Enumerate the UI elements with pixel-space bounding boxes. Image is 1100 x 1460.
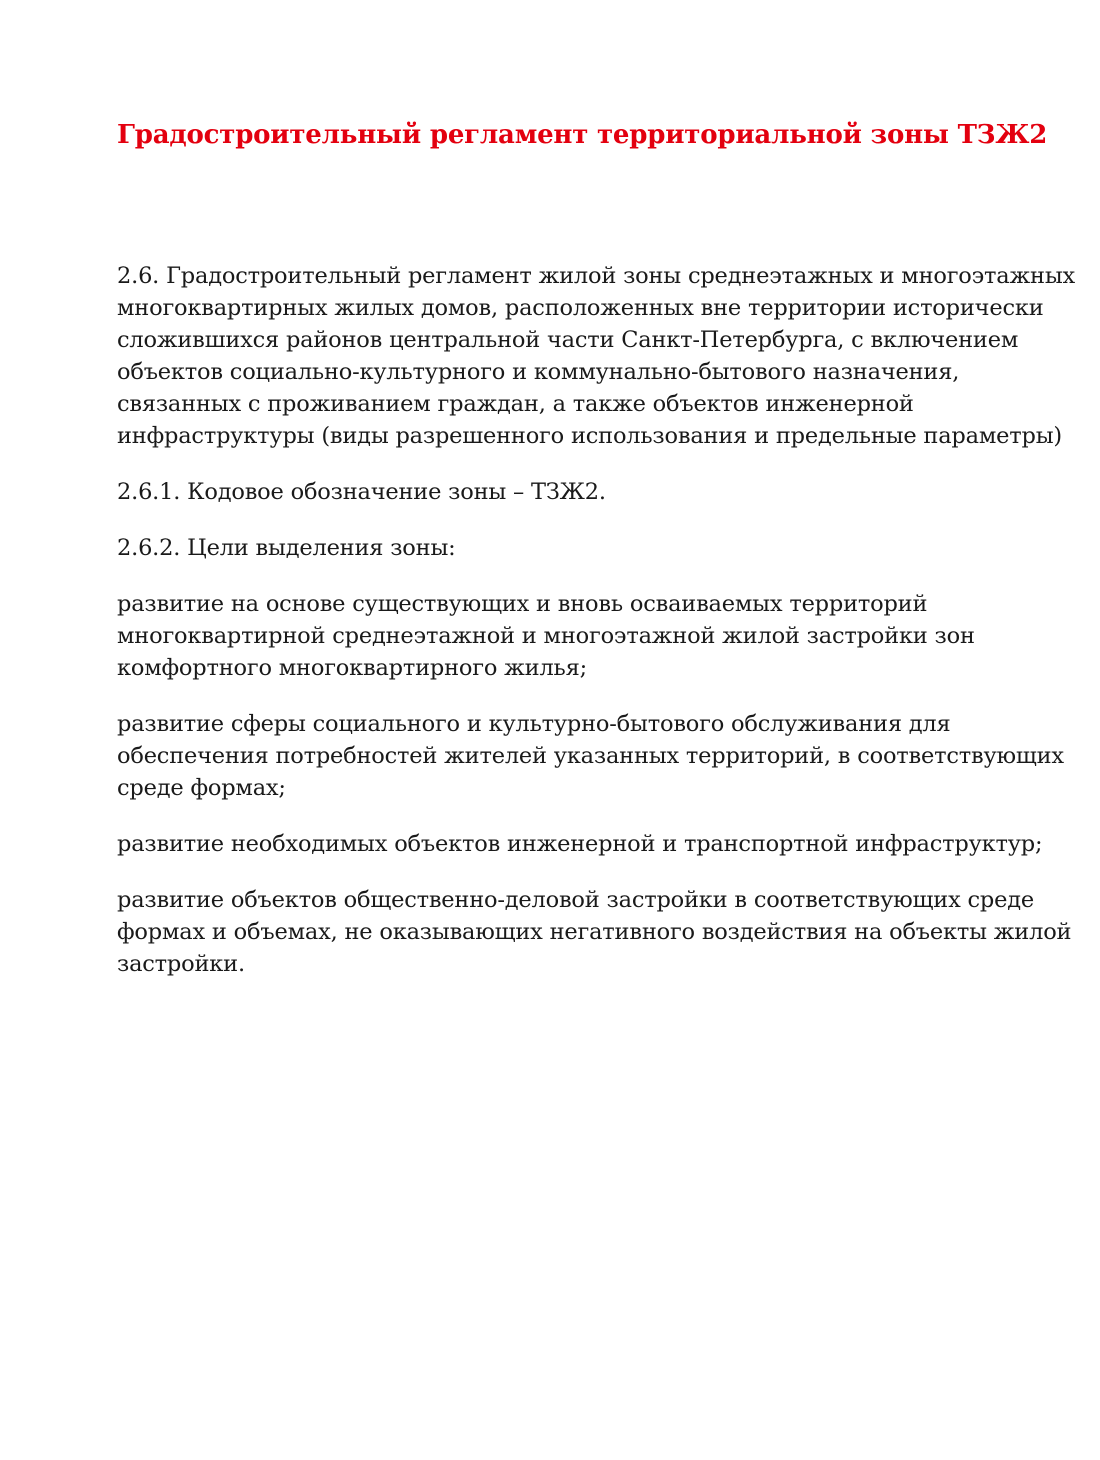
paragraph-goal-1: развитие на основе существующих и вновь осваиваемых территорий многоквартирной среднеэтажной и многоэтажной жилой застройки зон комфортного многоквартирного жилья; <box>117 591 975 681</box>
paragraph-section-2-6: 2.6. Градостроительный регламент жилой зоны среднеэтажных и многоэтажных многоквартирных жилых домов, расположенных вне территории исторически сложившихся районов центральной части Санкт-Петербурга, с включением объектов социально-культурного и коммунально-бытового назначения, связанных с проживанием граждан, а также объектов инженерной инфраструктуры (виды разрешенного использования и предельные параметры) <box>117 263 1076 449</box>
paragraph-goal-2: развитие сферы социального и культурно-бытового обслуживания для обеспечения потребностей жителей указанных территорий, в соответствующих среде формах; <box>117 711 1064 801</box>
paragraph-section-2-6-2: 2.6.2. Цели выделения зоны: <box>117 535 456 561</box>
paragraph-goal-4: развитие объектов общественно-деловой застройки в соответствующих среде формах и объемах, не оказывающих негативного воздействия на объекты жилой застройки. <box>117 887 1072 977</box>
paragraph-goal-3: развитие необходимых объектов инженерной и транспортной инфраструктур; <box>117 831 1043 857</box>
document-title: Градостроительный регламент территориальной зоны ТЗЖ2 <box>117 120 1048 150</box>
document-body <box>117 260 1082 980</box>
paragraph-section-2-6-1: 2.6.1. Кодовое обозначение зоны – ТЗЖ2. <box>117 479 606 505</box>
